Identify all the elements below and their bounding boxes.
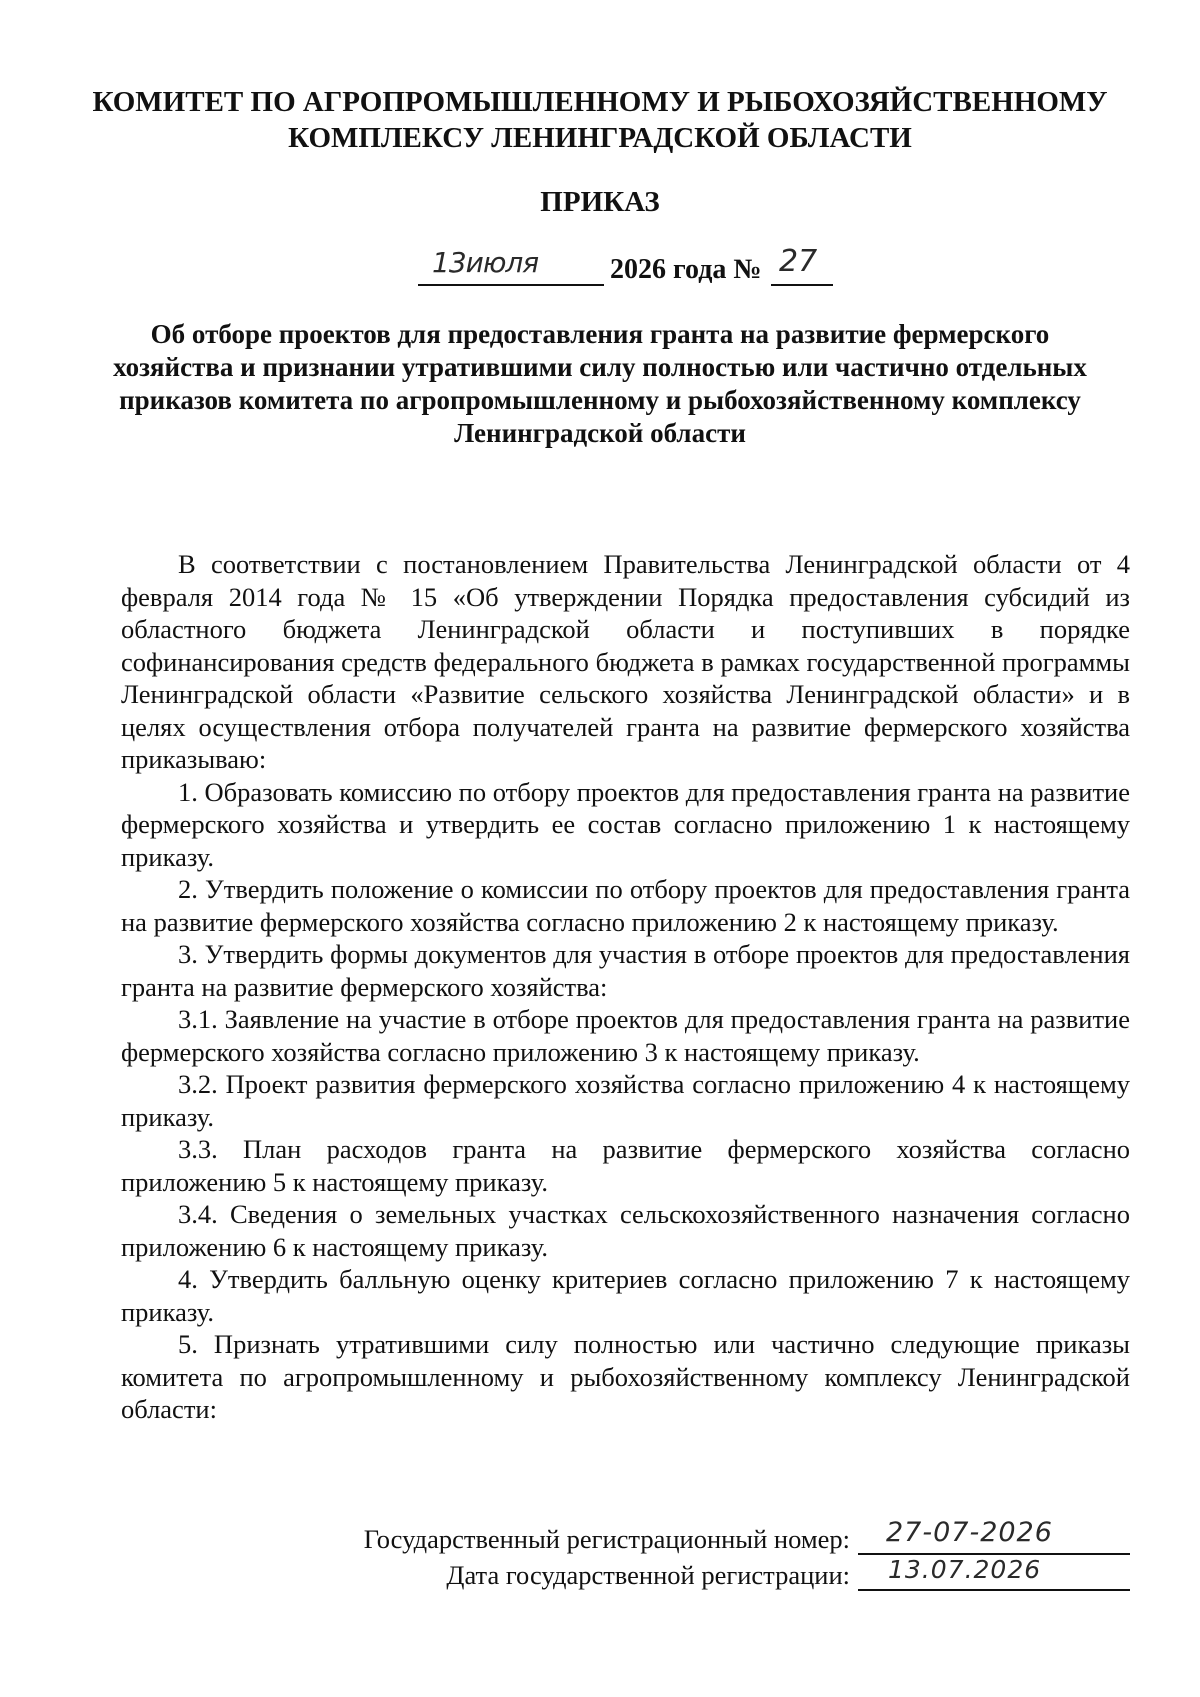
document-title: Об отборе проектов для предоставления гранта на развитие фермерского хозяйства и признании утратившими силу полностью или частично отдельных приказов комитета по агропромышленному и рыбохозяйственному комплексу Ленинградской области (113, 319, 1087, 448)
issuer-line-2: КОМПЛЕКСУ ЛЕНИНГРАДСКОЙ ОБЛАСТИ (288, 122, 912, 154)
document-body (121, 548, 1130, 1426)
registration-block (310, 1517, 1130, 1595)
paragraph-item-3-2: 3.2. Проект развития фермерского хозяйства согласно приложению 4 к настоящему приказу. (121, 1069, 1130, 1132)
paragraph-item-3-1: 3.1. Заявление на участие в отборе проектов для предоставления гранта на развитие фермерского хозяйства согласно приложению 3 к настоящему приказу. (121, 1004, 1130, 1067)
registration-date-row (310, 1555, 1130, 1593)
registration-date-field (858, 1555, 1130, 1591)
paragraph-item-3-3: 3.3. План расходов гранта на развитие фермерского хозяйства согласно приложению 5 к настоящему приказу. (121, 1134, 1130, 1197)
issuer-line-1: КОМИТЕТ ПО АГРОПРОМЫШЛЕННОМУ И РЫБОХОЗЯЙСТВЕННОМУ (92, 86, 1108, 118)
order-date-field (418, 246, 604, 286)
paragraph-item-2: 2. Утвердить положение о комиссии по отбору проектов для предоставления гранта на развитие фермерского хозяйства согласно приложению 2 к настоящему приказу. (121, 874, 1130, 937)
registration-number-handwritten: 27-07-2026 (886, 1517, 1053, 1548)
paragraph-preamble: В соответствии с постановлением Правительства Ленинградской области от 4 февраля 2014 года № 15 «Об утверждении Порядка предоставления субсидий из областного бюджета Ленинградской области и поступивших в порядке софинансирования средств федерального бюджета в рамках государственной программы Ленинградской области «Развитие сельского хозяйства Ленинградской области» и в целях осуществления отбора получателей гранта на развитие фермерского хозяйства приказываю: (121, 549, 1130, 774)
paragraph-item-5: 5. Признать утратившими силу полностью или частично следующие приказы комитета по агропромышленному и рыбохозяйственному комплексу Ленинградской области: (121, 1329, 1130, 1424)
paragraph-item-3-4: 3.4. Сведения о земельных участках сельскохозяйственного назначения согласно приложению 6 к настоящему приказу. (121, 1199, 1130, 1262)
document-type: ПРИКАЗ (540, 186, 660, 218)
registration-date-label: Дата государственной регистрации: (446, 1560, 850, 1590)
registration-number-field (858, 1517, 1130, 1555)
order-date-handwritten: 13июля (432, 246, 539, 279)
registration-number-label: Государственный регистрационный номер: (363, 1524, 850, 1554)
paragraph-item-1: 1. Образовать комиссию по отбору проектов для предоставления гранта на развитие фермерского хозяйства и утвердить ее состав согласно приложению 1 к настоящему приказу. (121, 776, 1130, 872)
year-label: 2026 года № (610, 254, 762, 285)
date-number-line (0, 244, 1200, 288)
issuer-header (0, 84, 1200, 156)
order-number-handwritten: 27 (779, 244, 818, 279)
paragraph-item-3: 3. Утвердить формы документов для участия в отборе проектов для предоставления гранта на развитие фермерского хозяйства: (121, 939, 1130, 1002)
paragraph-item-4: 4. Утвердить балльную оценку критериев согласно приложению 7 к настоящему приказу. (121, 1264, 1130, 1327)
registration-number-row (310, 1517, 1130, 1557)
registration-date-handwritten: 13.07.2026 (888, 1555, 1042, 1584)
order-number-field (771, 246, 833, 286)
